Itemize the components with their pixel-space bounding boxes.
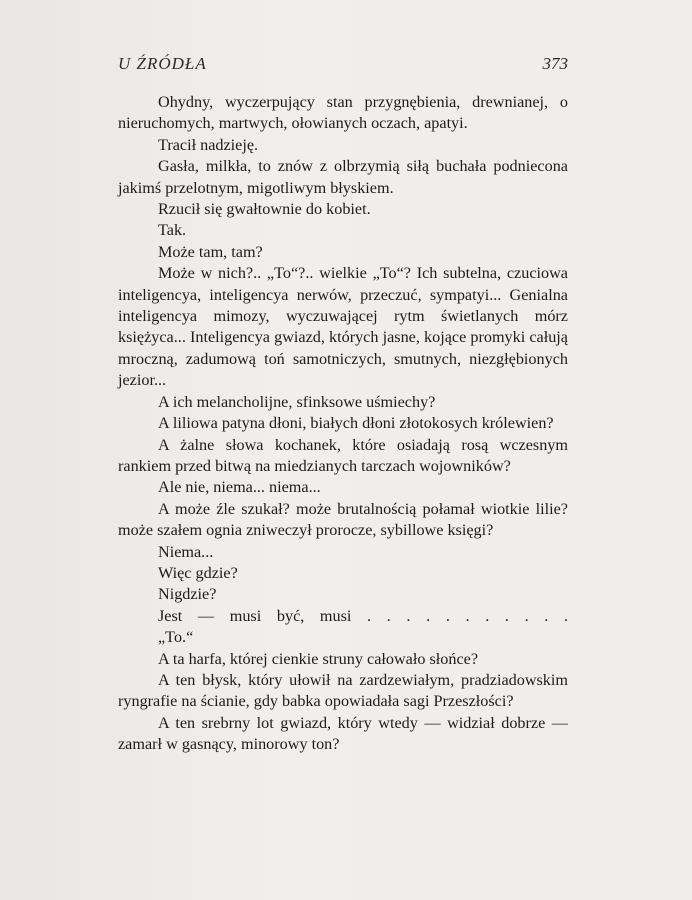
paragraph: A ta harfa, której cienkie struny całowało słońce? — [158, 649, 479, 668]
paragraph: Tracił nadzieję. — [158, 135, 259, 154]
paragraph: Może w nich?.. „To“?.. wielkie „To“? Ich subtelna, czuciowa inteligencya, inteligencya nerwów, przeczuć, sympatyi... Genialna inteligencya mimozy, wyczuwającej rytm świetlanych mórz księżyca... Inteligencya gwiazd, których jasne, kojące promyki całują mroczną, zadumową toń samotniczych, smutnych, niezgłębionych jezior... — [118, 264, 568, 390]
paragraph-with-dots: Jest — musi być, musi . . . . . . . . . . . — [158, 606, 568, 625]
paragraph: Ale nie, niema... niema... — [158, 478, 321, 497]
page-number: 373 — [542, 54, 568, 73]
paragraph: A ich melancholijne, sfinksowe uśmiechy? — [158, 392, 436, 411]
running-header — [118, 54, 568, 80]
paragraph: A liliowa patyna dłoni, białych dłoni złotokosych królewien? — [158, 414, 554, 433]
paragraph: A ten błysk, który ułowił na zardzewiałym, pradziadowskim ryngrafie na ścianie, gdy babka opowiadała sagi Przeszłości? — [118, 670, 568, 711]
paragraph: Może tam, tam? — [158, 242, 263, 261]
paragraph: Niema... — [158, 542, 214, 561]
paragraph: A może źle szukał? może brutalnością połamał wiotkie lilie? może szałem ognia zniweczył prorocze, sybillowe księgi? — [118, 499, 568, 540]
paragraph: A ten srebrny lot gwiazd, który wtedy — widział dobrze — zamarł w gasnący, minorowy ton? — [118, 713, 568, 754]
paragraph: „To.“ — [158, 628, 194, 647]
paragraph: Nigdzie? — [158, 585, 217, 604]
body-text — [118, 92, 568, 756]
running-title: U ŹRÓDŁA — [118, 54, 207, 73]
paragraph: Więc gdzie? — [158, 563, 238, 582]
paragraph: Gasła, milkła, to znów z olbrzymią siłą buchała podniecona jakimś przelotnym, migotliwym błyskiem. — [118, 157, 568, 197]
paragraph: A żalne słowa kochanek, które osiadają rosą wczesnym rankiem przed bitwą na miedzianych tarczach wojowników? — [118, 435, 568, 475]
paragraph: Ohydny, wyczerpujący stan przygnębienia, drewnianej, o nieruchomych, martwych, ołowianych oczach, apatyi. — [118, 93, 568, 133]
paragraph: Rzucił się gwałtownie do kobiet. — [158, 200, 371, 219]
paragraph: Tak. — [158, 221, 187, 240]
